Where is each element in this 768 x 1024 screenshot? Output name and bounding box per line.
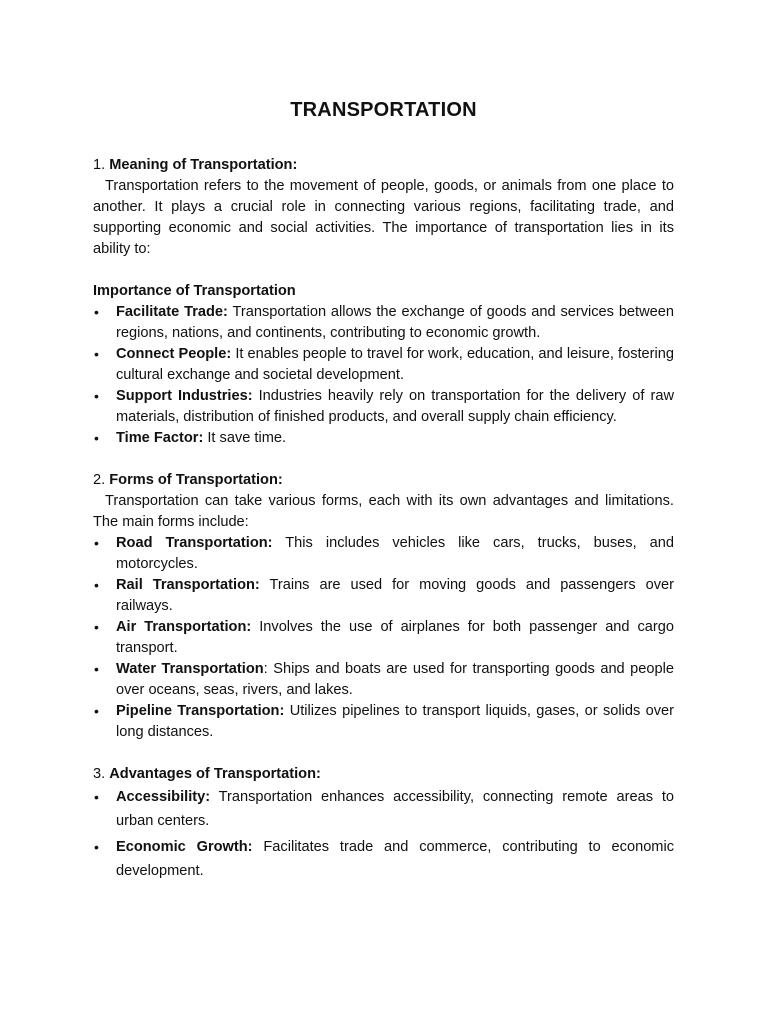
- bullet-icon: •: [94, 789, 99, 805]
- importance-list: [93, 302, 674, 449]
- list-item-text: Utilizes pipelines to transport liquids, gases, or solids over long distances.: [116, 703, 674, 740]
- list-item: [93, 659, 674, 701]
- bullet-icon: •: [94, 619, 99, 635]
- bullet-icon: •: [94, 346, 99, 362]
- bullet-icon: •: [94, 304, 99, 320]
- advantages-list: [93, 785, 674, 883]
- list-item: [93, 386, 674, 428]
- list-item: [93, 701, 674, 743]
- section-1-paragraph: Transportation refers to the movement of people, goods, or animals from one place to another. It plays a crucial role in connecting various regions, facilitating trade, and supporting economic and social activities. The importance of transportation lies in its ability to:: [93, 178, 674, 257]
- bullet-icon: •: [94, 388, 99, 404]
- list-item-term: Rail Transportation:: [116, 577, 260, 593]
- list-item-term: Road Transportation:: [116, 535, 273, 551]
- section-2-paragraph: Transportation can take various forms, each with its own advantages and limitations. The main forms include:: [93, 493, 674, 530]
- list-item-term: Air Transportation:: [116, 619, 252, 635]
- bullet-icon: •: [94, 703, 99, 719]
- list-item-term: Connect People:: [116, 346, 232, 362]
- section-3-number: 3.: [93, 766, 110, 782]
- list-item-text: : Ships and boats are used for transporting goods and people over oceans, seas, rivers, and lakes.: [116, 661, 674, 698]
- document-body: [93, 155, 674, 885]
- section-2-heading: [93, 470, 674, 491]
- bullet-icon: •: [94, 661, 99, 677]
- bullet-icon: •: [94, 577, 99, 593]
- list-item-term: Facilitate Trade:: [116, 304, 228, 320]
- list-item-text: Trains are used for moving goods and passengers over railways.: [116, 577, 675, 614]
- list-item-text: It save time.: [203, 430, 287, 446]
- spacer: [93, 743, 674, 764]
- list-item-term: Time Factor:: [116, 430, 204, 446]
- bullet-icon: •: [94, 839, 99, 855]
- list-item-text: Industries heavily rely on transportation for the delivery of raw materials, distribution of finished products, and overall supply chain efficiency.: [116, 388, 674, 425]
- list-item-term: Pipeline Transportation:: [116, 703, 285, 719]
- list-item-text: Involves the use of airplanes for both passenger and cargo transport.: [116, 619, 675, 656]
- list-item: [93, 428, 674, 449]
- section-3-heading: [93, 764, 674, 785]
- list-item: [93, 785, 674, 833]
- list-item-term: Support Industries:: [116, 388, 253, 404]
- importance-subheading: [93, 281, 674, 302]
- list-item: [93, 302, 674, 344]
- section-1-title: Meaning of Transportation:: [109, 157, 298, 173]
- section-1-heading: [93, 155, 674, 176]
- section-2-number: 2.: [93, 472, 110, 488]
- list-item: [93, 344, 674, 386]
- list-item: [93, 835, 674, 883]
- list-item-text: Facilitates trade and commerce, contributing to economic development.: [116, 839, 675, 879]
- section-3-title: Advantages of Transportation:: [109, 766, 321, 782]
- spacer: [93, 449, 674, 470]
- forms-list: [93, 533, 674, 743]
- bullet-icon: •: [94, 430, 99, 446]
- list-item-term: Accessibility:: [116, 789, 211, 805]
- bullet-icon: •: [94, 535, 99, 551]
- list-item: [93, 575, 674, 617]
- spacer: [93, 260, 674, 281]
- document-title: TRANSPORTATION: [290, 99, 477, 121]
- section-2-title: Forms of Transportation:: [109, 472, 283, 488]
- importance-subheading-text: Importance of Transportation: [93, 283, 296, 299]
- list-item: [93, 617, 674, 659]
- list-item-text: Transportation allows the exchange of goods and services between regions, nations, and continents, contributing to economic growth.: [116, 304, 674, 341]
- list-item: [93, 533, 674, 575]
- list-item-text: This includes vehicles like cars, trucks, buses, and motorcycles.: [116, 535, 674, 572]
- list-item-term: Water Transportation: [116, 661, 264, 677]
- list-item-text: Transportation enhances accessibility, connecting remote areas to urban centers.: [116, 789, 674, 829]
- section-1-number: 1.: [93, 157, 110, 173]
- list-item-term: Economic Growth:: [116, 839, 253, 855]
- list-item-text: It enables people to travel for work, education, and leisure, fostering cultural exchange and societal development.: [116, 346, 674, 383]
